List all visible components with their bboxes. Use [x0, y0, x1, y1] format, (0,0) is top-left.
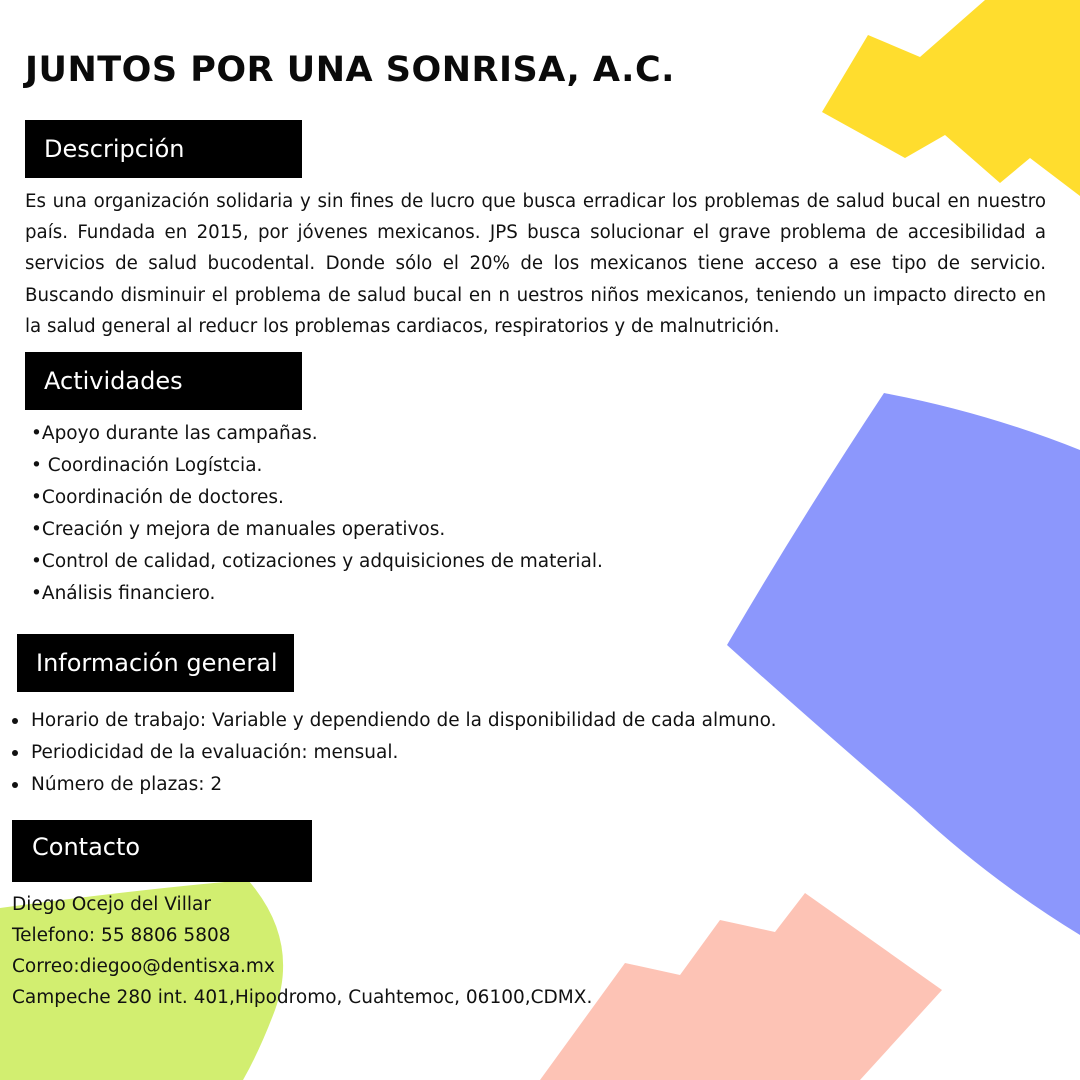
description-paragraph: Es una organización solidaria y sin fines de lucro que busca erradicar los problemas de salud bucal en nuestro país. Fundada en 2015, por jóvenes mexicanos. JPS busca solucionar el grave problema de accesibilidad a servicios de salud bucodental. Donde sólo el 20% de los mexicanos tiene acceso a ese tipo de servicio. Buscando disminuir el problema de salud bucal en n uestros niños mexicanos, teniendo un impacto directo en la salud general al reducr los problemas cardiacos, respiratorios y de malnutrición. — [25, 191, 1046, 337]
contact-phone: Telefono: 55 8806 5808 — [12, 925, 231, 946]
section-heading-descripcion: Descripción — [25, 120, 302, 178]
list-item: •Coordinación de doctores. — [31, 487, 284, 508]
list-item: Horario de trabajo: Variable y dependiendo de la disponibilidad de cada almuno. — [11, 705, 776, 737]
contact-email: Correo:diegoo@dentisxa.mx — [12, 956, 275, 977]
list-item: •Control de calidad, cotizaciones y adquisiciones de material. — [31, 551, 603, 572]
general-info-list — [11, 705, 776, 801]
list-item: Periodicidad de la evaluación: mensual. — [11, 737, 776, 769]
list-item: •Análisis financiero. — [31, 583, 216, 604]
contact-block — [12, 889, 592, 1013]
section-heading-contacto: Contacto — [12, 820, 312, 882]
contact-name: Diego Ocejo del Villar — [12, 894, 211, 915]
list-item: • Coordinación Logístcia. — [31, 455, 263, 476]
activities-list — [31, 418, 603, 610]
page-title: JUNTOS POR UNA SONRISA, A.C. — [25, 50, 675, 90]
list-item: •Apoyo durante las campañas. — [31, 423, 318, 444]
contact-address: Campeche 280 int. 401,Hipodromo, Cuahtemoc, 06100,CDMX. — [12, 987, 593, 1008]
section-heading-actividades: Actividades — [25, 352, 302, 410]
list-item: •Creación y mejora de manuales operativos. — [31, 519, 446, 540]
section-heading-informacion: Información general — [17, 634, 294, 692]
list-item: Número de plazas: 2 — [11, 769, 776, 801]
